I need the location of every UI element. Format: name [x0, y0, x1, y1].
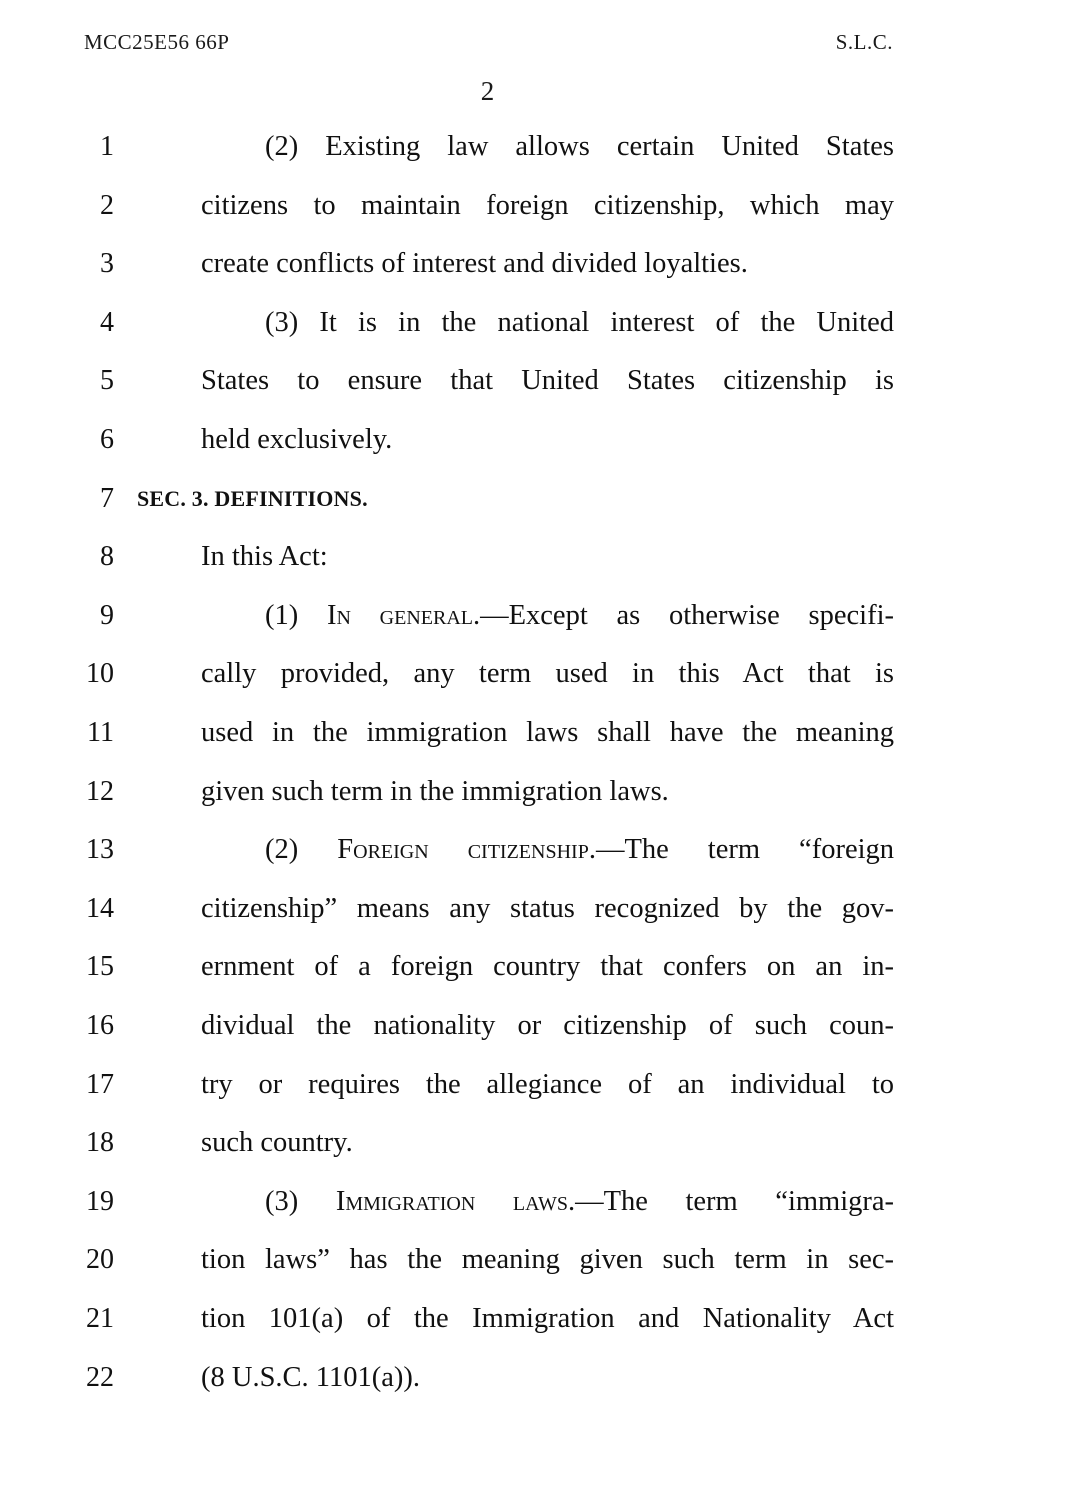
- line-number: 1: [100, 131, 114, 162]
- line-text: [201, 186, 894, 226]
- line-text: [201, 537, 894, 577]
- text-run: In this Act:: [201, 541, 328, 573]
- text-line: [0, 830, 1080, 870]
- line-number: 14: [86, 892, 114, 924]
- line-number: 19: [86, 1185, 114, 1217]
- text-line: [0, 889, 1080, 929]
- text-run: —The term “immigra-: [575, 1185, 894, 1217]
- line-text: [201, 772, 894, 812]
- term-heading: In general.: [326, 599, 481, 631]
- line-text: [265, 303, 894, 343]
- text-run: dividual the nationality or citizenship of such coun-: [201, 1010, 894, 1041]
- text-line: [0, 1299, 1080, 1339]
- text-line: [0, 1006, 1080, 1046]
- line-number: 15: [86, 951, 114, 983]
- line-number: 16: [86, 1010, 114, 1041]
- line-number: 20: [86, 1244, 114, 1276]
- line-text: [201, 654, 894, 694]
- line-text: [201, 713, 894, 753]
- line-number: 7: [100, 482, 114, 514]
- text-run: try or requires the allegiance of an individual to: [201, 1068, 894, 1100]
- page-number: 2: [480, 76, 495, 106]
- line-text: [201, 1123, 894, 1163]
- text-run: (3): [265, 1185, 336, 1217]
- text-line: [0, 420, 1080, 460]
- text-run: —Except as otherwise specifi-: [480, 599, 894, 631]
- text-run: such country.: [201, 1127, 353, 1159]
- section-heading: [137, 479, 830, 519]
- line-text: [201, 420, 894, 460]
- line-text: [265, 830, 894, 870]
- line-text: [201, 1240, 894, 1280]
- line-number: 13: [86, 834, 114, 866]
- line-number: 8: [100, 541, 114, 573]
- line-number: 22: [86, 1361, 114, 1393]
- line-text: [201, 1006, 894, 1046]
- line-number: 12: [86, 775, 114, 807]
- text-line: [0, 1240, 1080, 1280]
- text-run: (3) It is in the national interest of the United: [265, 306, 894, 338]
- text-line: [0, 654, 1080, 694]
- text-run: —The term “foreign: [595, 834, 895, 866]
- line-number: 17: [86, 1068, 114, 1100]
- line-number: 2: [100, 189, 114, 221]
- text-run: SEC. 3. DEFINITIONS.: [137, 485, 368, 511]
- text-line: [0, 479, 1080, 519]
- text-line: [0, 596, 1080, 636]
- text-run: (1): [265, 599, 327, 631]
- line-number: 18: [86, 1127, 114, 1159]
- text-line: [0, 186, 1080, 226]
- text-line: [0, 713, 1080, 753]
- text-line: [0, 1358, 1080, 1398]
- text-run: ernment of a foreign country that confers on an in-: [201, 951, 894, 983]
- line-text: [201, 889, 894, 929]
- text-run: (2): [265, 834, 338, 866]
- line-text: [201, 947, 894, 987]
- text-run: States to ensure that United States citizenship is: [201, 365, 894, 397]
- line-text: [201, 361, 894, 401]
- line-text: [201, 1358, 894, 1398]
- text-run: citizenship” means any status recognized by the gov-: [201, 892, 894, 924]
- text-run: create conflicts of interest and divided loyalties.: [201, 248, 748, 280]
- line-number: 21: [86, 1303, 114, 1334]
- line-number: 11: [87, 717, 114, 748]
- text-run: (8 U.S.C. 1101(a)).: [201, 1361, 420, 1393]
- term-heading: Immigration laws.: [335, 1185, 576, 1217]
- text-line: [0, 303, 1080, 343]
- text-line: [0, 361, 1080, 401]
- text-line: [0, 1182, 1080, 1222]
- line-text: [265, 1182, 894, 1222]
- line-text: [201, 1299, 894, 1339]
- text-line: [0, 244, 1080, 284]
- text-run: cally provided, any term used in this Act that is: [201, 658, 894, 690]
- document-tag: S.L.C.: [835, 30, 893, 54]
- line-text: [265, 127, 894, 167]
- text-line: [0, 127, 1080, 167]
- line-number: 6: [100, 424, 114, 455]
- text-line: [0, 1123, 1080, 1163]
- text-run: held exclusively.: [201, 424, 393, 455]
- line-number: 3: [100, 248, 114, 280]
- line-text: [201, 244, 894, 284]
- line-text: [265, 596, 894, 636]
- text-line: [0, 947, 1080, 987]
- line-text: [201, 1065, 894, 1105]
- line-number: 9: [100, 599, 114, 631]
- text-run: tion 101(a) of the Immigration and Nationality Act: [201, 1303, 894, 1334]
- text-run: given such term in the immigration laws.: [201, 775, 669, 807]
- text-line: [0, 1065, 1080, 1105]
- text-line: [0, 772, 1080, 812]
- text-run: citizens to maintain foreign citizenship, which may: [201, 189, 894, 221]
- line-number: 10: [86, 658, 114, 690]
- term-heading: Foreign citizenship.: [337, 834, 596, 866]
- line-number: 4: [100, 306, 114, 338]
- document-id: MCC25E56 66P: [84, 30, 230, 54]
- text-run: used in the immigration laws shall have the meaning: [201, 717, 894, 748]
- text-run: tion laws” has the meaning given such term in sec-: [201, 1244, 894, 1276]
- text-run: (2) Existing law allows certain United States: [265, 131, 894, 162]
- text-line: [0, 537, 1080, 577]
- line-number: 5: [100, 365, 114, 397]
